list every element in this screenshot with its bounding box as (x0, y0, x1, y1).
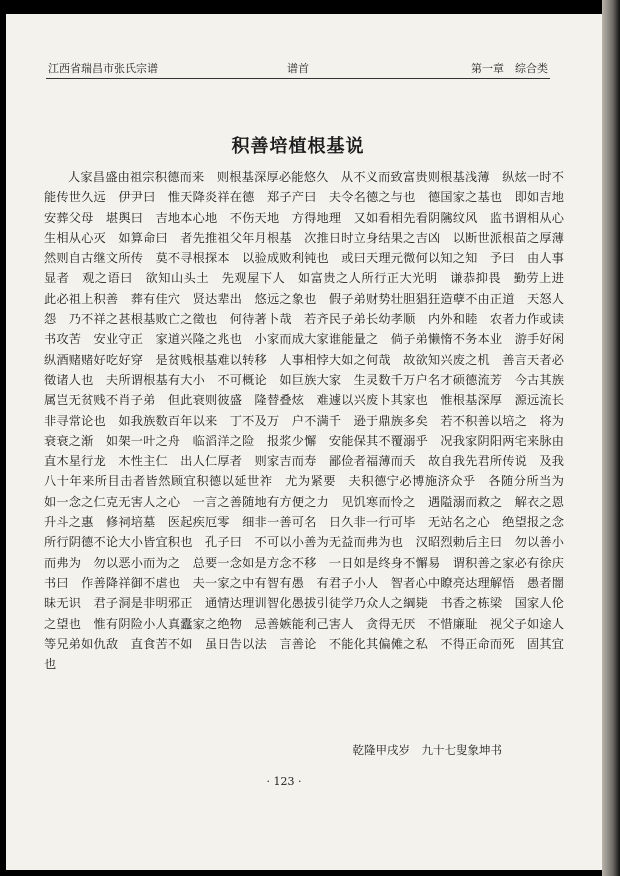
article-title: 积善培植根基说 (231, 136, 365, 157)
signature-line: 乾隆甲戌岁 九十七叟象坤书 (352, 743, 502, 757)
running-header (48, 56, 548, 76)
book-page (6, 14, 602, 870)
header-left: 江西省瑞昌市张氏宗谱 (48, 62, 158, 75)
header-center: 谱首 (287, 62, 309, 75)
article-body (44, 167, 577, 674)
header-right: 第一章 综合类 (471, 62, 548, 75)
page-number: · 123 · (266, 775, 302, 788)
book-spine-edge (602, 0, 620, 876)
header-rule (46, 78, 550, 79)
body-paragraph: 人家昌盛由祖宗积德而来 则根基深厚必能悠久 从不义而致富贵则根基浅薄 纵炫一时不能传世久远 伊尹曰 惟天降炎祥在德 郑子产曰 夫令名德之与也 德国家之基也 即如吉地安葬父母 堪舆曰 吉地本心地 不伤天地 方得地理 又如看相先看阴隲纹风 监书谓相从心生相从心灭 如算命曰 者先推祖父年月根基 次推日时立身结果之吉凶 以断世派根苗之厚薄然则自古继文所传 莫不寻根探本 以验成败利钝也 或曰天理元微何以知之知 予曰 由人事显者 观之语曰 欲知山头土 先观屋下人 如富贵之人所行正大光明 谦恭抑畏 勤劳上进 此必祖上积善 葬有佳穴 贤达辈出 悠远之象也 假子弟财势壮胆猖狂造孽不由正道 天怒人怨 乃不祥之甚根基败亡之徵也 何待著卜哉 若齐民子弟长幼孝顺 内外和睦 农者力作或读书攻苦 安业守正 家道兴隆之兆也 小家而成大家谁能量之 倘子弟懒惰不务本业 游手好闲 纵酒赌赌好吃好穿 是贫贱根基难以转移 人事相悖大如之何哉 故欲知兴废之机 善言天者必徵诸人也 夫所谓根基有大小 不可概论 如巨族大家 生灵数千万户名才硕德流芳 今古其族属岂无贫贱不肖子弟 但此衰则彼盛 隆替叠炫 难遽以兴废卜其家也 惟根基深厚 源远流长 非寻常论也 如我族数百年以来 丁不及万 户不满千 逊于鼎族多矣 若不积善以培之 将为衰衰之渐 如架一叶之舟 临滔洋之险 报浆少懈 安能保其不覆溺乎 况我家阴阳两宅来脉由直木星行龙 木性主仁 出人仁厚者 则家吉而寿 鄙俭者福薄而夭 故自我先君所传说 及我八十年来所目击者皆然顾宜积德以延世祚 尤为紧要 夫积德宁必博施济众乎 各随分所当为 如一念之仁克无害人之心 一言之善随地有方便之力 见饥寒而怜之 遇隘溺而救之 解衣之恩升斗之惠 修祠培墓 医起疾厄零 细非一善可名 日久非一行可毕 无站名之心 绝望报之念 所行阴德不论大小皆宜积也 孔子曰 不可以小善为无益而弗为也 汉昭烈勅后主曰 勿以善小而弗为 勿以恶小而为之 总要一念如是方念不移 一日如是终身不懈易 谓积善之家必有徐庆 书曰 作善降祥御不虐也 夫一家之中有智有愚 有君子小人 智者心中瞭亮达理解悟 愚者闇昧无识 君子洞是非明邪正 通情达理训智化愚拔引徒学乃众人之綱毙 书香之栋梁 国家人伦之望也 惟有阴险小人真蠹家之绝物 忌善嫉能利己害人 贪得无厌 不惜廉耻 视父子如途人 等兄弟如仇敌 直食苦不如 虽日告以法 言善论 不能化其偏傩之私 不得正命而死 固其宜也 (44, 170, 577, 672)
